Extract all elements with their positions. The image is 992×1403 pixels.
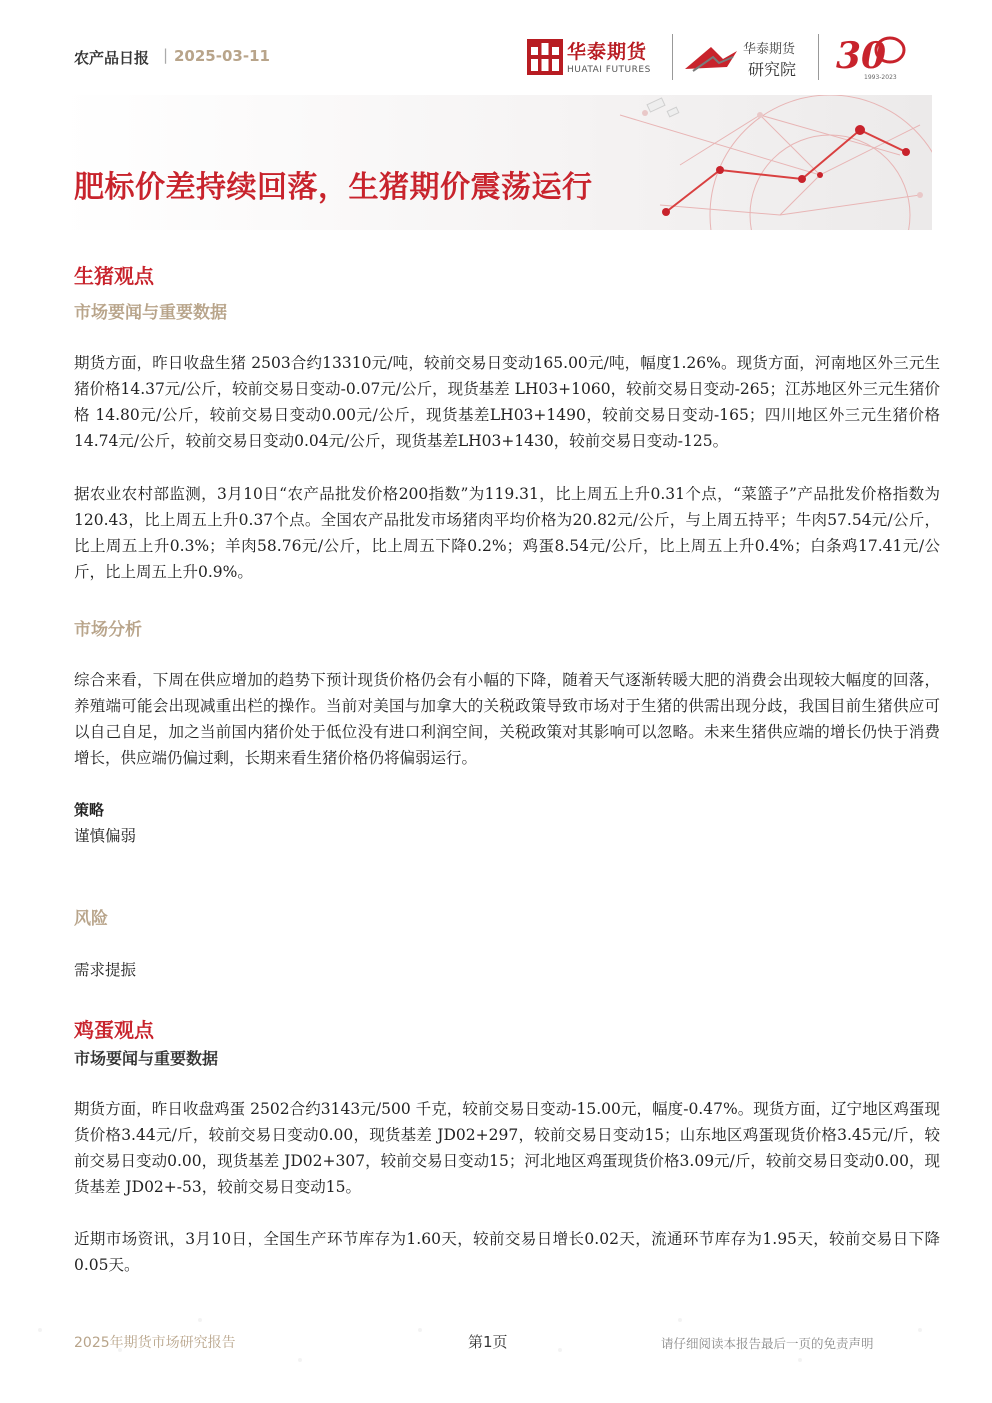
hog-strategy-heading: 策略 <box>74 801 105 819</box>
huatai-futures-logo <box>527 37 667 79</box>
egg-section-title: 鸡蛋观点 <box>74 1018 154 1042</box>
hog-wholesale-paragraph: 据农业农村部监测，3月10日“农产品批发价格200指数”为119.31，比上周五上升0.31个点，“菜篮子”产品批发价格指数为120.43，比上周五上升0.37个点。全国农产品批发市场猪肉平均价格为20.82元/公斤，与上周五持平；牛肉57.54元/公斤，比上周五上升0.3%；羊肉58.76元/公斤，比上周五下降0.2%；鸡蛋8.54元/公斤，比上周五上升0.4%；白条鸡17.41元/公斤，比上周五上升0.9%。 <box>74 485 940 581</box>
doc-type: 农产品日报 <box>74 49 150 67</box>
egg-futures-spot-paragraph: 期货方面，昨日收盘鸡蛋 2502合约3143元/500 千克，较前交易日变动-15.00元，幅度-0.47%。现货方面，辽宁地区鸡蛋现货价格3.44元/斤，较前交易日变动0.00，现货基差 JD02+297，较前交易日变动15；山东地区鸡蛋现货价格3.45元/斤，较前交易日变动0.00，现货基差 JD02+307，较前交易日变动15；河北地区鸡蛋现货价格3.09元/斤，较前交易日变动0.00，现货基差 JD02+-53，较前交易日变动15。 <box>74 1100 940 1196</box>
huatai-logo-icon <box>527 39 563 75</box>
hog-analysis-paragraph: 综合来看，下周在供应增加的趋势下预计现货价格仍会有小幅的下降，随着天气逐渐转暖大肥的消费会出现较大幅度的回落，养殖端可能会出现减重出栏的操作。当前对美国与加拿大的关税政策导致市场对于生猪的供需出现分歧，我国目前生猪供应可以自己自足，加之当前国内猪价处于低位没有进口利润空间，关税政策对其影响可以忽略。未来生猪供应端的增长仍快于消费增长，供应端仍偏过剩，长期来看生猪价格仍将偏弱运行。 <box>74 671 940 767</box>
research-logo-icon <box>683 41 739 75</box>
footer-report-name: 2025年期货市场研究报告 <box>74 1335 236 1351</box>
hog-risk-heading: 风险 <box>74 909 108 929</box>
research-logo-line2: 研究院 <box>748 60 797 79</box>
anniversary-number: 30 <box>836 35 887 77</box>
research-institute-logo <box>683 37 813 79</box>
hog-section-title: 生猪观点 <box>74 264 154 288</box>
anniversary-logo <box>830 32 910 82</box>
hog-analysis-heading: 市场分析 <box>74 620 142 640</box>
header-divider <box>672 34 673 80</box>
report-date: 2025-03-11 <box>174 47 270 65</box>
egg-inventory-paragraph: 近期市场资讯，3月10日，全国生产环节库存为1.60天，较前交易日增长0.02天，流通环节库存为1.95天，较前交易日下降0.05天。 <box>74 1230 940 1274</box>
anniversary-30-icon <box>830 32 910 82</box>
hog-news-heading: 市场要闻与重要数据 <box>74 303 227 323</box>
footer-disclaimer-note: 请仔细阅读本报告最后一页的免责声明 <box>661 1336 874 1351</box>
header-separator: | <box>163 46 169 64</box>
egg-news-heading: 市场要闻与重要数据 <box>74 1049 219 1068</box>
hog-risk-text: 需求提振 <box>74 961 137 979</box>
header-divider-2 <box>818 34 819 80</box>
logo-main-cn: 华泰期货 <box>567 41 648 63</box>
research-logo-line1: 华泰期货 <box>743 42 796 57</box>
anniversary-years: 1993-2023 <box>864 74 897 81</box>
hog-strategy-text: 谨慎偏弱 <box>74 827 137 845</box>
hog-futures-spot-paragraph: 期货方面，昨日收盘生猪 2503合约13310元/吨，较前交易日变动165.00元/吨，幅度1.26%。现货方面，河南地区外三元生猪价格14.37元/公斤，较前交易日变动-0.07元/公斤，现货基差 LH03+1060，较前交易日变动-265；江苏地区外三元生猪价格 14.80元/公斤，较前交易日变动0.00元/公斤，现货基差LH03+1490，较前交易日变动-165；四川地区外三元生猪价格14.74元/公斤，较前交易日变动0.04元/公斤，现货基差LH03+1430，较前交易日变动-125。 <box>74 354 940 450</box>
report-title: 肥标价差持续回落，生猪期价震荡运行 <box>74 170 593 205</box>
page-header <box>0 0 992 95</box>
logo-main-en: HUATAI FUTURES <box>567 65 651 75</box>
page-number: 第1页 <box>468 1333 508 1351</box>
